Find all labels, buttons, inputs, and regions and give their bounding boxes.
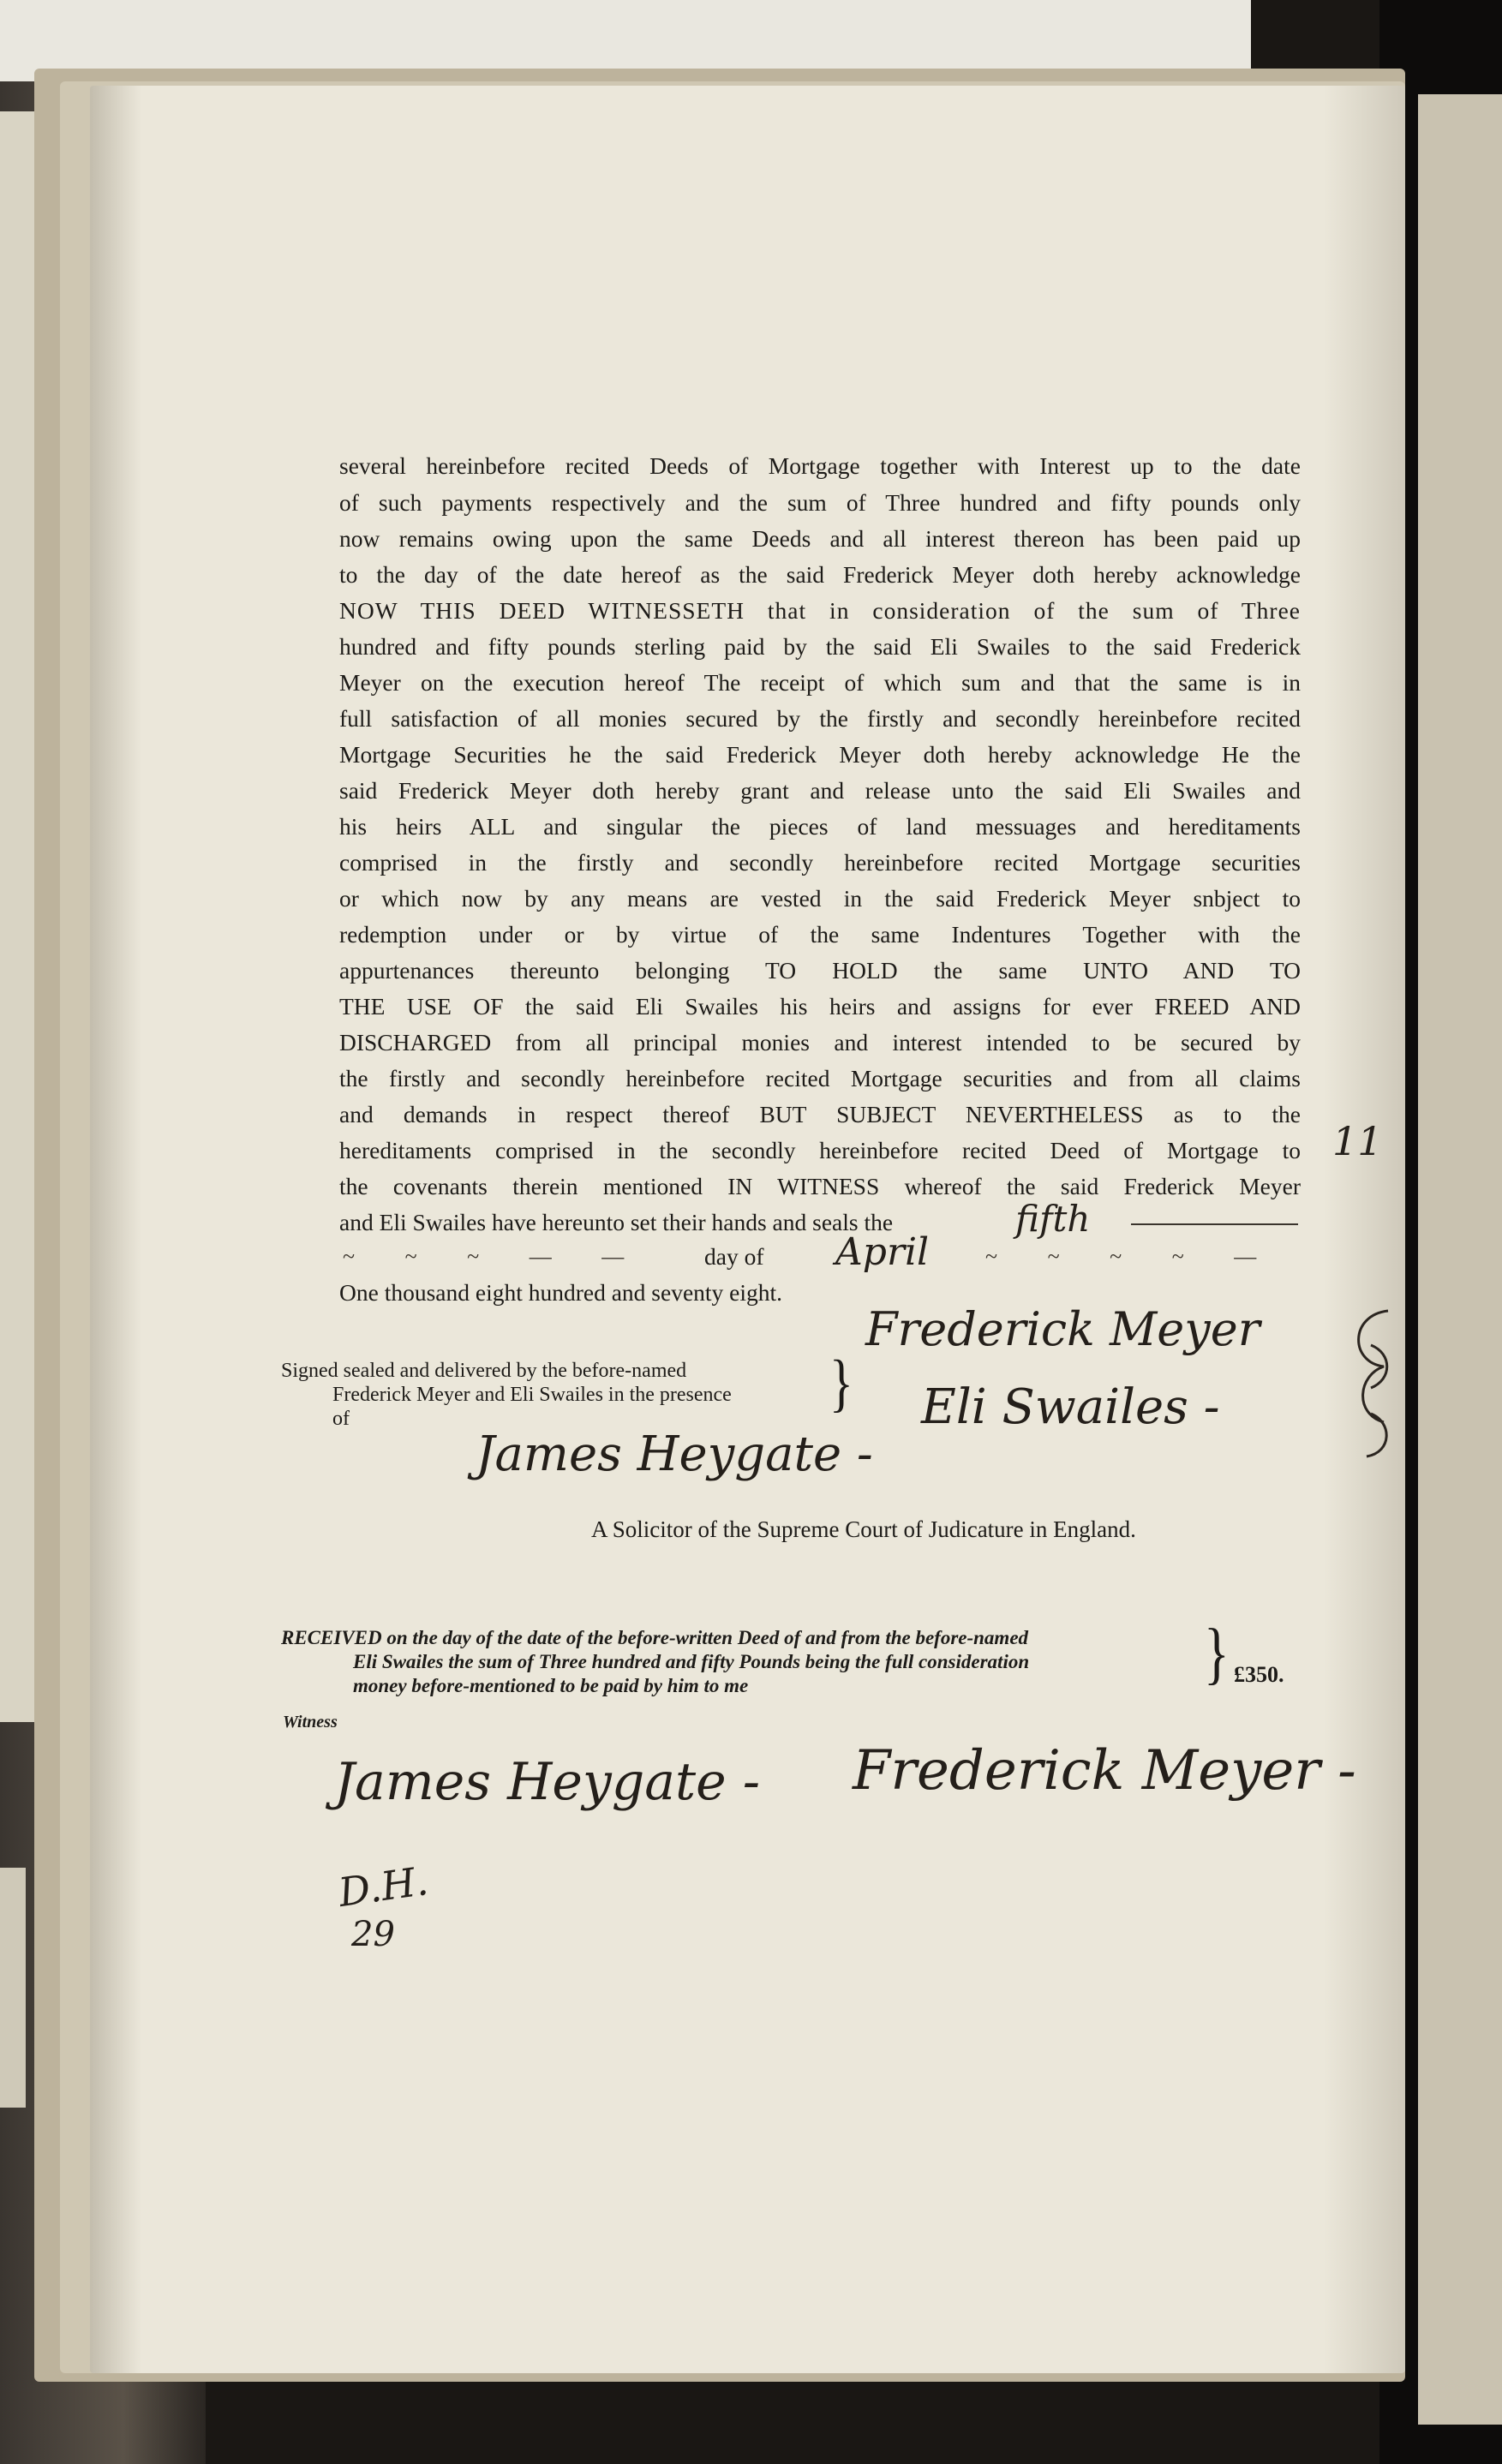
receipt-witness-signature: James Heygate - (334, 1752, 760, 1812)
body-line: the firstly and secondly hereinbefore recited Mortgage securities and from all claims (339, 1065, 1301, 1091)
body-line: appurtenances thereunto belonging TO HOLD the same UNTO AND TO (339, 957, 1301, 984)
body-line: hereditaments comprised in the secondly hereinbefore recited Deed of Mortgage to (339, 1137, 1301, 1163)
body-line-last: and Eli Swailes have hereunto set their hands and seals the (339, 1209, 894, 1235)
body-line: full satisfaction of all monies secured by the firstly and secondly hereinbefore recited (339, 705, 1301, 732)
margin-initials: D.H. (335, 1857, 431, 1917)
signature-frederick-meyer: Frederick Meyer (865, 1302, 1260, 1356)
day-of-label: day of (704, 1243, 764, 1270)
margin-mark: 11 (1332, 1118, 1383, 1164)
signing-clause-line2: Frederick Meyer and Eli Swailes in the presence (332, 1384, 732, 1406)
body-line: redemption under or by virtue of the same Indentures Together with the (339, 921, 1301, 948)
year-line: One thousand eight hundred and seventy eight. (339, 1279, 783, 1306)
body-line: several hereinbefore recited Deeds of Mortgage together with Interest up to the date (339, 452, 1301, 479)
body-line: Mortgage Securities he the said Frederick Meyer doth hereby acknowledge He the (339, 741, 1301, 768)
fill-rule (1131, 1223, 1298, 1225)
receipt-brace: } (1204, 1615, 1230, 1692)
receipt-line2: Eli Swailes the sum of Three hundred and fifty Pounds being the full consideration (353, 1651, 1030, 1672)
body-line: of such payments respectively and the sum of Three hundred and fifty pounds only (339, 489, 1301, 516)
handwritten-month: April (835, 1230, 930, 1274)
signing-clause-line3: of (332, 1408, 350, 1430)
body-line: his heirs ALL and singular the pieces of land messuages and hereditaments (339, 813, 1301, 840)
receipt-amount: £350. (1234, 1662, 1284, 1687)
signing-clause-line1: Signed sealed and delivered by the before-named (281, 1360, 687, 1382)
body-line: or which now by any means are vested in the said Frederick Meyer snbject to (339, 885, 1301, 912)
receipt-line3: money before-mentioned to be paid by him to me (353, 1675, 749, 1696)
facing-page-edge (1418, 94, 1502, 2425)
signing-brace: } (829, 1346, 853, 1419)
body-line: the covenants therein mentioned IN WITNESS whereof the said Frederick Meyer (339, 1173, 1301, 1199)
body-line: DISCHARGED from all principal monies and interest intended to be secured by (339, 1029, 1301, 1056)
fill-dashes: ~ ~ ~ — — (343, 1244, 647, 1269)
fill-dashes-right: ~ ~ ~ ~ — (985, 1244, 1279, 1269)
receipt-witness-label: Witness (283, 1713, 338, 1731)
body-line: THE USE OF the said Eli Swailes his heirs and assigns for ever FREED AND (339, 993, 1301, 1020)
body-line: now remains owing upon the same Deeds and all interest thereon has been paid up (339, 525, 1301, 552)
background-paper-strip-lower (0, 1868, 26, 2108)
receipt-signature-frederick-meyer: Frederick Meyer - (853, 1739, 1356, 1803)
signature-eli-swailes: Eli Swailes - (921, 1379, 1220, 1435)
body-line: comprised in the firstly and secondly hereinbefore recited Mortgage securities (339, 849, 1301, 876)
seal-marks-icon (1332, 1294, 1392, 1465)
handwritten-day: fifth (1015, 1198, 1091, 1240)
body-line: to the day of the date hereof as the said Frederick Meyer doth hereby acknowledge (339, 561, 1301, 588)
receipt-line1: RECEIVED on the day of the date of the before-written Deed of and from the before-named (281, 1627, 1029, 1648)
body-line: and demands in respect thereof BUT SUBJECT NEVERTHELESS as to the (339, 1101, 1301, 1127)
witness-signature: James Heygate - (476, 1426, 873, 1482)
body-line: Meyer on the execution hereof The receipt of which sum and that the same is in (339, 669, 1301, 696)
body-line: NOW THIS DEED WITNESSETH that in consideration of the sum of Three (339, 597, 1301, 624)
margin-number: 29 (351, 1915, 395, 1954)
body-line: said Frederick Meyer doth hereby grant and release unto the said Eli Swailes and (339, 777, 1301, 804)
body-line: hundred and fifty pounds sterling paid by the said Eli Swailes to the said Frederick (339, 633, 1301, 660)
solicitor-line: A Solicitor of the Supreme Court of Judicature in England. (591, 1516, 1136, 1542)
